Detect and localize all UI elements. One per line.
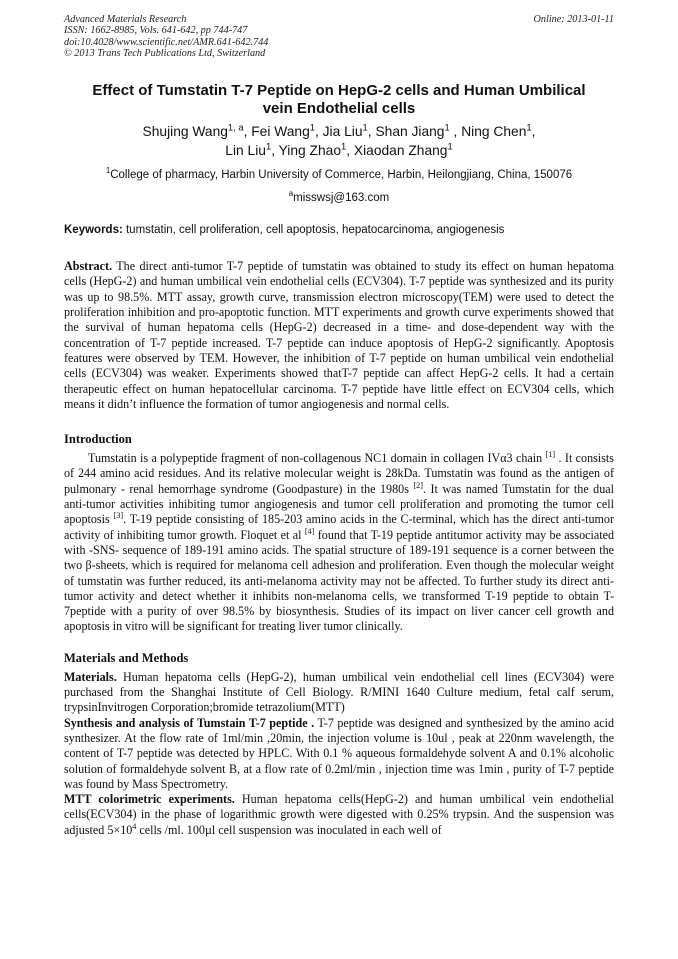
paper-page [64,14,614,838]
author: Ning Chen$^1$, [461,122,536,140]
online-date: Online: 2013-01-11 [533,14,614,25]
materials-paragraph: Materials. Human hepatoma cells (HepG-2), human umbilical vein endothelial cell lines (ECV304) were purchased from the Shanghai Institute of Cell Biology. R/MINI 1640 Culture medium, fetal calf serum, trypsinInvitrogen Corporation;bromide tetrazolium(MTT) [64,669,614,715]
synthesis-paragraph: Synthesis and analysis of Tumstain T-7 peptide . T-7 peptide was designed and synthesized by the amino acid synthesizer. At the flow rate of 1ml/min ,20min, the injection volume is 10ul , peak at 220nm wavelength, the content of T-7 peptide was detected by HPLC. With 0.1 % aqueous formaldehyde solvent A and 0.1% alcoholic solution of formaldehyde solvent B, at a flow rate of 0.2ml/min , injection time was 1min , purity of T-7 peptide was found by Mass Spectrometry. [64,715,615,791]
author: Ying Zhao$^1$, [278,141,354,159]
affiliation: $^1$College of pharmacy, Harbin University of Commerce, Harbin, Heilongjiang, China, 150076 [105,166,573,182]
journal-name: Advanced Materials Research [64,14,187,25]
doi-line: doi:10.4028/www.scientific.net/AMR.641-642.744 [64,36,269,48]
section-heading-introduction: Introduction [64,432,132,447]
author: Fei Wang$^1$, [251,122,323,140]
keywords-label: Keywords: [64,224,123,237]
author-email: $^a$misswsj@163.com [288,189,390,205]
citation-ref: [1] [545,450,556,460]
author-list [64,122,614,160]
section-heading-methods: Materials and Methods [64,650,189,665]
author: Jia Liu$^1$, [322,122,376,140]
author: Xiaodan Zhang$^1$ [353,141,453,159]
citation-ref: [3] [113,511,124,521]
mtt-paragraph: MTT colorimetric experiments. Human hepatoma cells(HepG-2) and human umbilical vein endothelial cells(ECV304) in the phase of logarithmic growth were digested with 0.25% trypsin. And the suspension was adjusted $5\times 10^4$ cells /ml. 100µl cell suspension was inoculated in each well of [64,792,614,837]
author: Shan Jiang$^1$ , [375,122,462,140]
keywords-text: tumstatin, cell proliferation, cell apoptosis, hepatocarcinoma, angiogenesis [122,224,505,237]
author: Shujing Wang$^{1, a}$, [142,122,252,140]
copyright-line: © 2013 Trans Tech Publications Ltd, Switzerland [64,47,266,59]
abstract [64,259,614,412]
title-line-2: vein Endothelial cells [262,100,416,118]
abstract-text: The direct anti-tumor T-7 peptide of tumstatin was obtained to study its effect on human hepatoma cells (HepG-2) and human umbilical vein endothelial cells (ECV304). T-7 peptide was synthesized and its purity was up to 98.5%. MTT assay, growth curve, transmission electron microscopy(TEM) were used to detect the proliferation inhibition and pro-apoptotic function. MTT experiments and growth curve experiments showed that the survival of human hepatoma cells (HepG-2) decreased in a time- and dose-dependent way with the concentration of T-7 peptide increased. T-7 peptide can induce apoptosis of HepG-2 significantly. Apoptosis features were observed by TEM. However, the inhibition of T-7 peptide on human umbilical vein endothelial cells (ECV304) was weaker. Experiments showed thatT-7 peptide can affect HepG-2 cells. It had a certain therapeutic effect on human hepatocellular carcinoma. T-7 peptide have little effect on ECV304 cells, which means it didn’t influence the formation of tumor angiogenesis and normal cells. [64,259,614,411]
issn-line: ISSN: 1662-8985, Vols. 641-642, pp 744-747 [64,25,248,37]
introduction-paragraph: Tumstatin is a polypeptide fragment of non-collagenous NC1 domain in collagen IVα3 chain [1] . It consists of 244 amino acid residues. And its relative molecular weight is 28kDa. Tumstatin was found as the antigen of pulmonary - renal hemorrhage syndrome (Goodpasture) in the 1980s [2]. It was named Tumstatin for the dual anti-tumor activities inhibiting tumor angiogenesis and tumor cell proliferation and promoting the tumor cell apoptosis [3]. T-19 peptide consisting of 185-203 amino acids in the C-terminal, which has the direct anti-tumor activity of inhibiting tumor growth. Floquet et al [4] found that T-19 peptide antitumor activity may be associated with -SNS- sequence of 189-191 amino acids. The spatial structure of 189-191 sequence is a corner between the two β-sheets, which is required for melanoma cell adhesion and proliferation. Even though the molecular weight of tumstatin was further reduced, its anti-melanoma activity may not be affected. To further study its direct anti-tumor activity and detect whether it inhibits non-melanoma cells, we transformed T-19 peptide to obtain T-7peptide with a purity of over 98.5% by biosynthesis. Studies of its impact on liver cancer cell growth and apoptosis in vitro will be significant for treating liver tumor clinically. [64,450,614,634]
keywords [64,223,614,237]
abstract-label: Abstract. [64,259,113,274]
title-line-1: Effect of Tumstatin T-7 Peptide on HepG-2 cells and Human Umbilical [92,82,586,100]
paper-title [64,82,614,118]
author: Lin Liu$^1$, [225,141,279,159]
citation-ref: [4] [304,526,315,536]
journal-header [64,14,614,59]
citation-ref: [2] [413,480,423,490]
